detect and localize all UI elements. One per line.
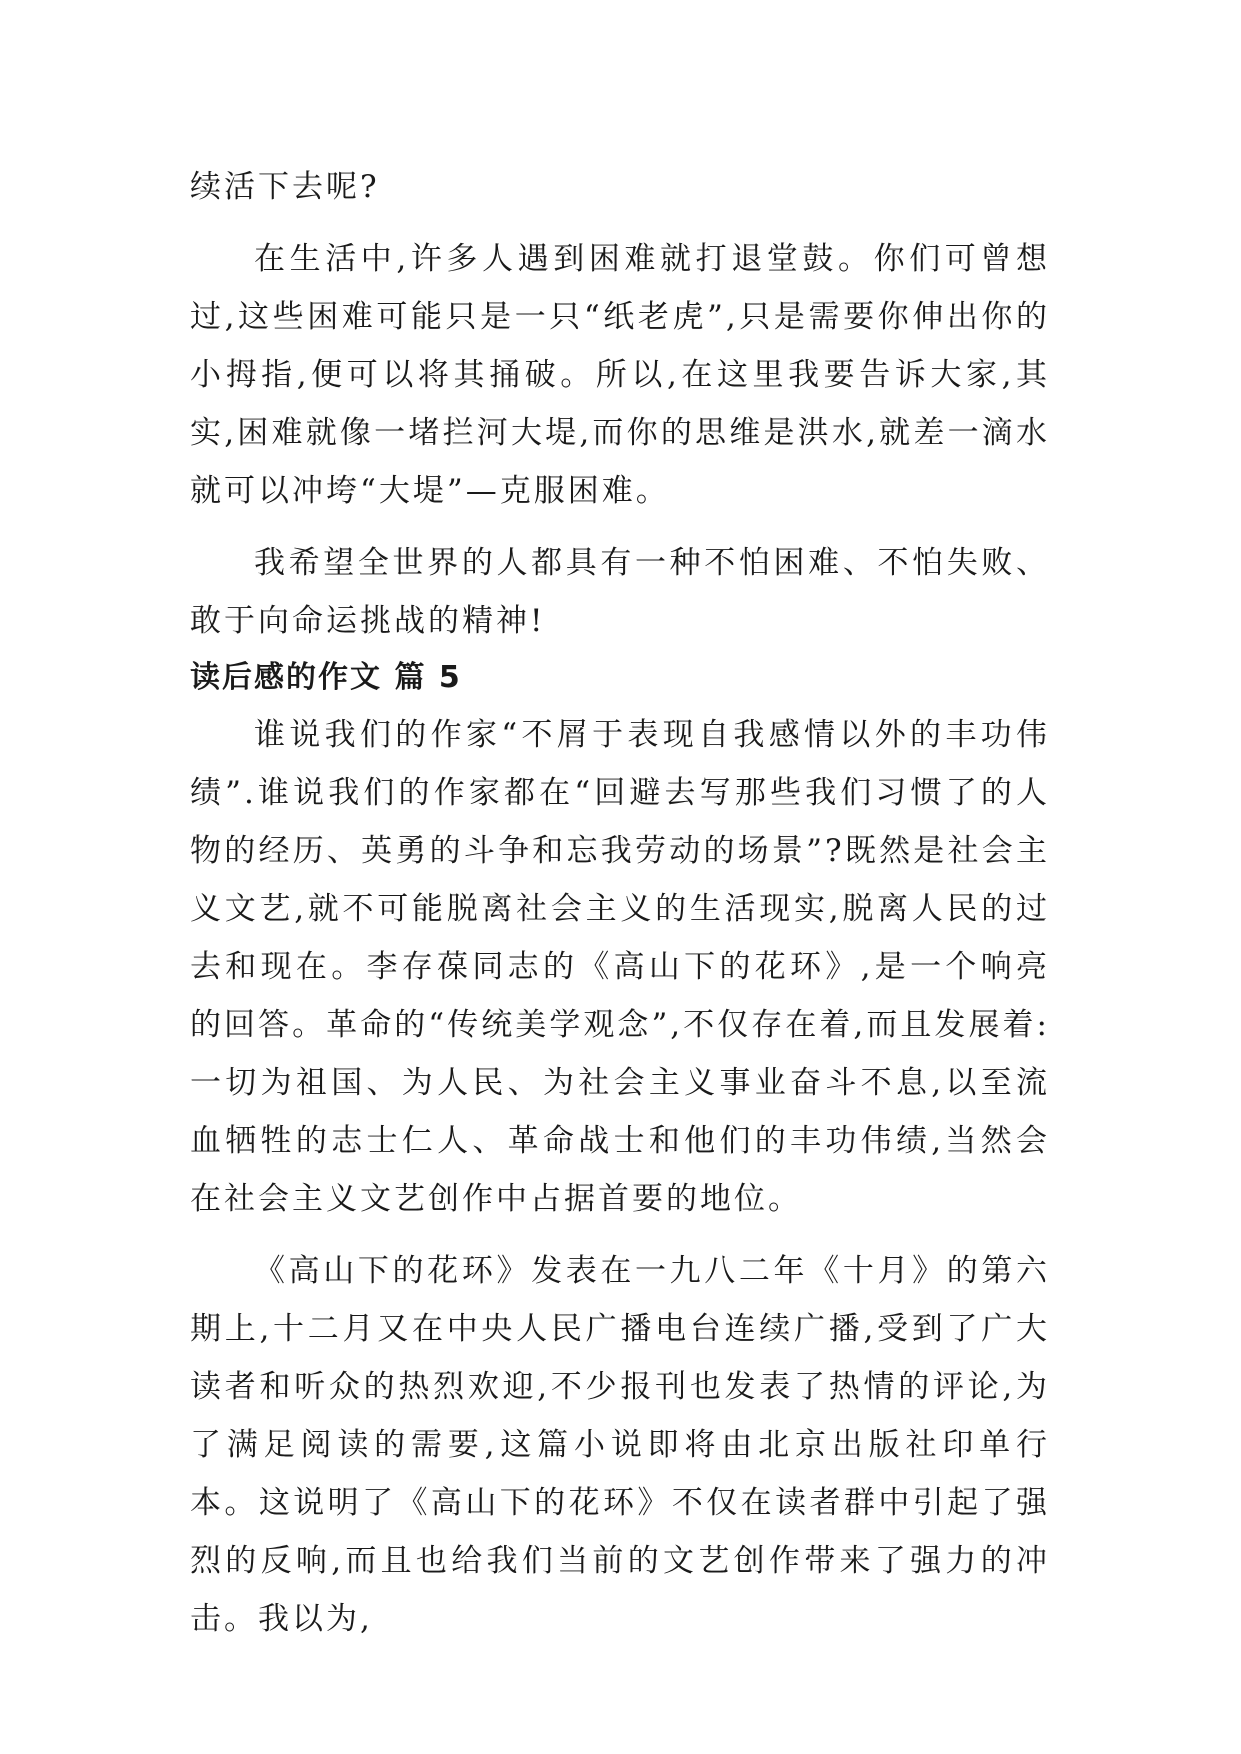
paragraph-difficulties: 在生活中,许多人遇到困难就打退堂鼓。你们可曾想过,这些困难可能只是一只“纸老虎”,只是需要你伸出你的小拇指,便可以将其捅破。所以,在这里我要告诉大家,其实,困难就像一堵拦河大堤,而你的思维是洪水,就差一滴水就可以冲垮“大堤”—克服困难。 — [190, 241, 1050, 509]
document-body — [190, 158, 1050, 1662]
paragraph-writers: 谁说我们的作家“不屑于表现自我感情以外的丰功伟绩”.谁说我们的作家都在“回避去写那些我们习惯了的人物的经历、英勇的斗争和忘我劳动的场景”?既然是社会主义文艺,就不可能脱离社会主义的生活现实,脱离人民的过去和现在。李存葆同志的《高山下的花环》,是一个响亮的回答。革命的“传统美学观念”,不仅存在着,而且发展着:一切为祖国、为人民、为社会主义事业奋斗不息,以至流血牺牲的志士仁人、革命战士和他们的丰功伟绩,当然会在社会主义文艺创作中占据首要的地位。 — [190, 717, 1050, 1217]
section-heading: 读后感的作文 篇 5 — [190, 660, 462, 695]
paragraph-publication: 《高山下的花环》发表在一九八二年《十月》的第六期上,十二月又在中央人民广播电台连续广播,受到了广大读者和听众的热烈欢迎,不少报刊也发表了热情的评论,为了满足阅读的需要,这篇小说即将由北京出版社印单行本。这说明了《高山下的花环》不仅在读者群中引起了强烈的反响,而且也给我们当前的文艺创作带来了强力的冲击。我以为, — [190, 1253, 1050, 1637]
paragraph-continuation: 续活下去呢? — [190, 169, 380, 205]
paragraph-hope: 我希望全世界的人都具有一种不怕困难、不怕失败、敢于向命运挑战的精神! — [190, 545, 1050, 639]
